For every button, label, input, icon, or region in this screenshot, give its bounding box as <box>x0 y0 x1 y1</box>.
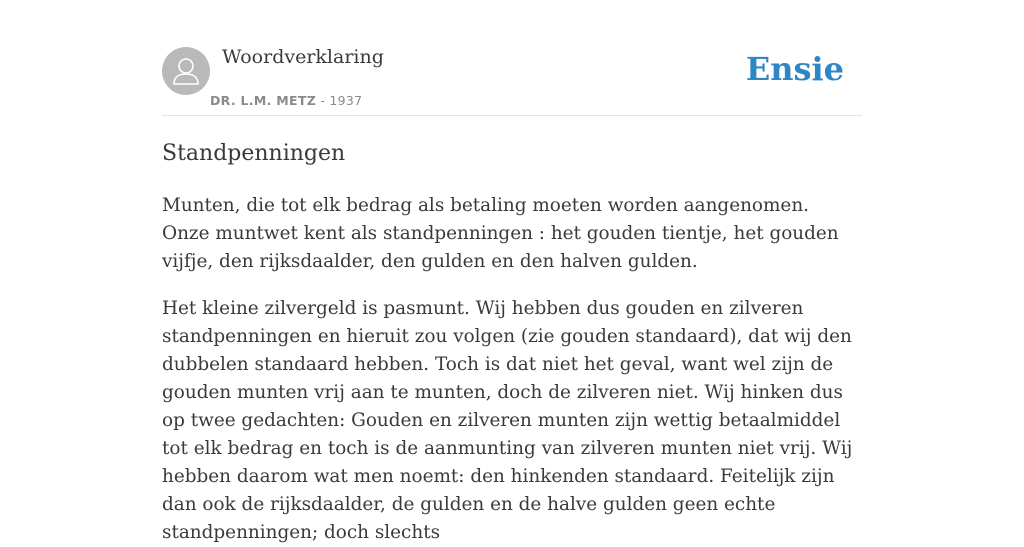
entry-paragraph-2: Het kleine zilvergeld is pasmunt. Wij hebben dus gouden en zilveren standpenningen en hieruit zou volgen (zie gouden standaard), dat wij den dubbelen standaard hebben. Toch is dat niet het geval, want wel zijn de gouden munten vrij aan te munten, doch de zilveren niet. Wij hinken dus op twee gedachten: Gouden en zilveren munten zijn wettig betaalmiddel tot elk bedrag en toch is de aanmunting van zilveren munten niet vrij. Wij hebben daarom wat men noemt: den hinkenden standaard. Feitelijk zijn dan ook de rijksdaalder, de gulden en de halve gulden geen echte standpenningen; doch slechts <box>162 298 853 543</box>
source-avatar[interactable] <box>162 47 210 95</box>
meta-separator: - <box>316 93 330 108</box>
source-title-link[interactable]: Woordverklaring <box>222 46 384 68</box>
source-header <box>162 40 862 116</box>
source-author: DR. L.M. METZ <box>210 93 317 108</box>
source-meta <box>210 93 362 108</box>
entry-article <box>162 138 862 547</box>
entry-title: Standpenningen <box>162 141 346 166</box>
entry-paragraph-1: Munten, die tot elk bedrag als betaling moeten worden aangenomen. Onze muntwet kent als standpenningen : het gouden tientje, het gouden vijfje, den rijksdaalder, den gulden en den halven gulden. <box>162 195 839 272</box>
ensie-logo-link[interactable]: Ensie <box>745 50 844 88</box>
source-year: 1937 <box>329 93 363 108</box>
user-outline-icon <box>162 47 210 95</box>
